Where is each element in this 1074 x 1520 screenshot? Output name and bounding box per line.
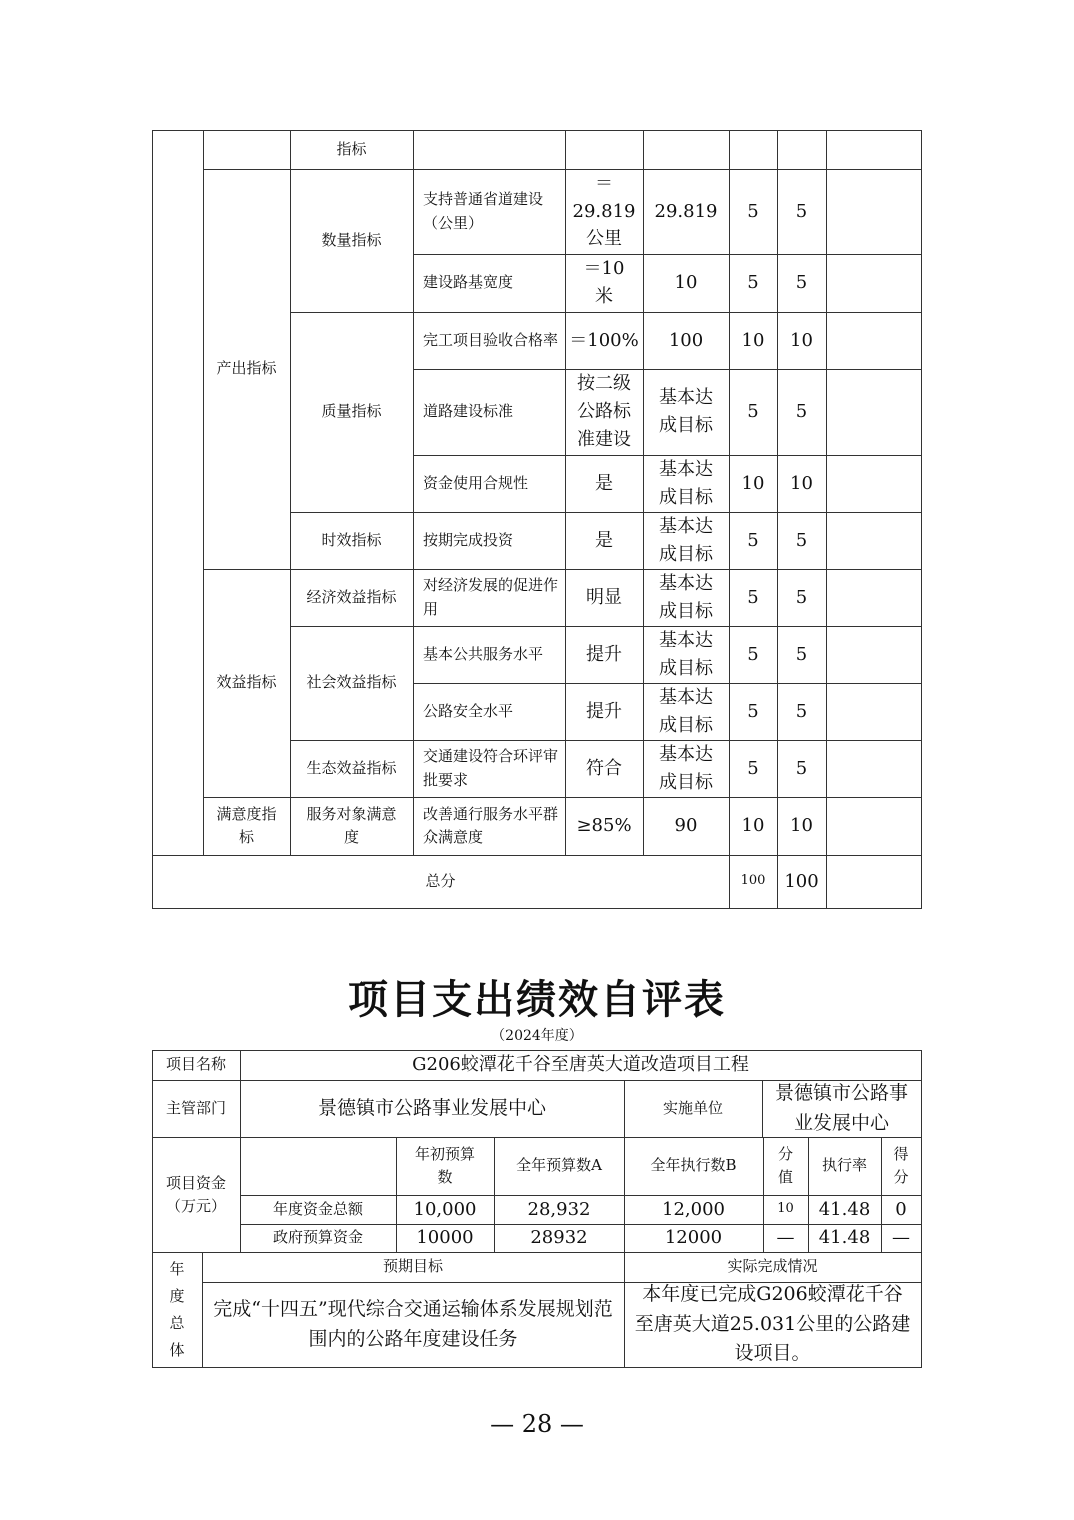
table-row-weight: 5 [747, 586, 759, 608]
actual-completion-text: 本年度已完成G206蛟潭花千谷至唐英大道25.031公里的公路建设项目。 [634, 1283, 911, 1365]
header-score: 得分 [893, 1144, 909, 1186]
form-subtitle: （2024年度） [491, 1028, 583, 1044]
table-row-indicator: 资金使用合规性 [423, 473, 529, 492]
actual-completion-label: 实际完成情况 [727, 1257, 818, 1276]
table-row-score: 10 [790, 472, 813, 494]
table-row-target: 按二级公路标准建设 [577, 373, 631, 450]
fund-row-label: 年度资金总额 [272, 1199, 363, 1218]
table-row-score: 5 [795, 272, 808, 294]
table-row-weight: 5 [747, 200, 759, 222]
impl-label: 实施单位 [662, 1098, 723, 1117]
table-row-target: 是 [595, 472, 613, 494]
table-row-actual: 100 [668, 329, 704, 351]
table-row-weight: 10 [741, 472, 765, 494]
fund-row-score: 0 [895, 1198, 907, 1220]
table-row-actual: 基本达成目标 [659, 572, 713, 622]
dept-label: 主管部门 [165, 1098, 226, 1117]
timeliness-indicator-label: 时效指标 [321, 530, 382, 549]
fund-row-executed: 12000 [664, 1227, 723, 1249]
economic-indicator-label: 经济效益指标 [306, 587, 397, 606]
table-row-score: 5 [795, 643, 808, 665]
table-row-actual: 基本达成目标 [659, 629, 713, 679]
table-row-actual: 29.819 [654, 200, 718, 222]
benefit-indicator-label: 效益指标 [216, 673, 277, 692]
total-weight: 100 [740, 873, 766, 889]
impl-value: 景德镇市公路事业发展中心 [774, 1082, 908, 1134]
ecological-indicator-label: 生态效益指标 [306, 758, 397, 777]
fund-row-rate: 41.48 [818, 1227, 871, 1249]
table-row-indicator: 支持普通省道建设（公里） [423, 190, 544, 232]
table-row-indicator: 交通建设符合环评审批要求 [423, 747, 559, 789]
table-row-weight: 5 [747, 272, 759, 294]
table-row-target: 是 [595, 529, 613, 551]
header-rate: 执行率 [821, 1156, 867, 1175]
table-row-score: 10 [790, 815, 813, 837]
header-initial-budget: 年初预算数 [414, 1144, 475, 1186]
fund-row-score: — [892, 1227, 910, 1249]
table-row-actual: 基本达成目标 [659, 743, 713, 793]
table-row-target: 明显 [586, 586, 622, 608]
fund-row-points: — [776, 1227, 795, 1249]
table-row-actual: 基本达成目标 [659, 686, 713, 736]
table-row-weight: 10 [741, 815, 765, 837]
table-row-weight: 5 [747, 401, 759, 423]
table-row-actual: 基本达成目标 [659, 458, 713, 508]
table-row-indicator: 按期完成投资 [423, 530, 514, 549]
table-row-score: 5 [795, 529, 808, 551]
total-label: 总分 [425, 871, 456, 890]
fund-row-label: 政府预算资金 [272, 1228, 363, 1247]
expected-goal-label: 预期目标 [382, 1257, 443, 1276]
fund-row-initial: 10,000 [413, 1198, 477, 1220]
header-points: 分值 [777, 1144, 793, 1186]
service-satisfaction-label: 服务对象满意度 [306, 804, 397, 846]
fund-row-initial: 10000 [416, 1227, 474, 1249]
table-row-score: 5 [795, 586, 808, 608]
table-row-indicator: 完工项目验收合格率 [423, 330, 559, 349]
quality-indicator-label: 质量指标 [321, 402, 382, 421]
funds-label: 项目资金（万元） [165, 1173, 226, 1215]
table-row-actual: 基本达成目标 [659, 515, 713, 565]
page-number: — 28 — [490, 1410, 584, 1438]
dept-value: 景德镇市公路事业发展中心 [317, 1096, 546, 1119]
table-row-indicator: 基本公共服务水平 [423, 644, 544, 663]
quantity-indicator-label: 数量指标 [321, 230, 382, 249]
table-row-indicator: 建设路基宽度 [423, 273, 514, 292]
table-row-indicator: 公路安全水平 [423, 701, 514, 720]
table-row-score: 5 [795, 757, 808, 779]
expected-goal-text: 完成“十四五”现代综合交通运输体系发展规划范围内的公路年度建设任务 [213, 1298, 613, 1350]
table-row-target: ＝100% [569, 329, 639, 351]
project-name: G206蛟潭花千谷至唐英大道改造项目工程 [412, 1054, 749, 1076]
table-row-weight: 5 [747, 757, 759, 779]
header-annual-budget: 全年预算数A [516, 1156, 602, 1175]
fund-row-points: 10 [777, 1201, 794, 1217]
table-row-score: 5 [795, 700, 808, 722]
table-row-weight: 10 [741, 329, 765, 351]
table-row-indicator: 道路建设标准 [423, 402, 514, 421]
fund-row-rate: 41.48 [818, 1198, 871, 1220]
annual-overall-goal-label: 年度总体 [169, 1259, 185, 1359]
social-indicator-label: 社会效益指标 [306, 673, 397, 692]
form-title: 项目支出绩效自评表 [348, 976, 726, 1023]
table-row-actual: 基本达成目标 [659, 387, 713, 436]
fund-row-annual: 28,932 [527, 1198, 591, 1220]
table-row-score: 5 [795, 200, 808, 222]
table-row-actual: 10 [674, 272, 698, 294]
table-row-target: 提升 [586, 700, 622, 722]
header-annual-executed: 全年执行数B [650, 1156, 737, 1175]
table-row-indicator: 对经济发展的促进作用 [423, 576, 559, 618]
table-row-indicator: 改善通行服务水平群众满意度 [423, 804, 559, 846]
table-row-target: ＝29.819公里 [572, 172, 636, 250]
fund-row-annual: 28932 [530, 1227, 588, 1249]
total-score: 100 [784, 870, 819, 892]
indicator-header-cont: 指标 [336, 139, 367, 158]
table-row-target: ≥85% [576, 815, 632, 837]
output-indicator-label: 产出指标 [216, 359, 277, 378]
project-name-label: 项目名称 [165, 1055, 226, 1074]
fund-row-executed: 12,000 [662, 1198, 725, 1220]
table-row-weight: 5 [747, 700, 759, 722]
table-row-target: 提升 [586, 643, 622, 665]
table-row-score: 10 [790, 329, 813, 351]
satisfaction-indicator-label: 满意度指标 [216, 804, 277, 846]
table-row-target: 符合 [586, 757, 622, 779]
table-row-weight: 5 [747, 529, 759, 551]
table-row-target: ＝10米 [583, 258, 625, 307]
table-row-actual: 90 [674, 815, 698, 837]
table-row-weight: 5 [747, 643, 759, 665]
table-row-score: 5 [795, 401, 808, 423]
